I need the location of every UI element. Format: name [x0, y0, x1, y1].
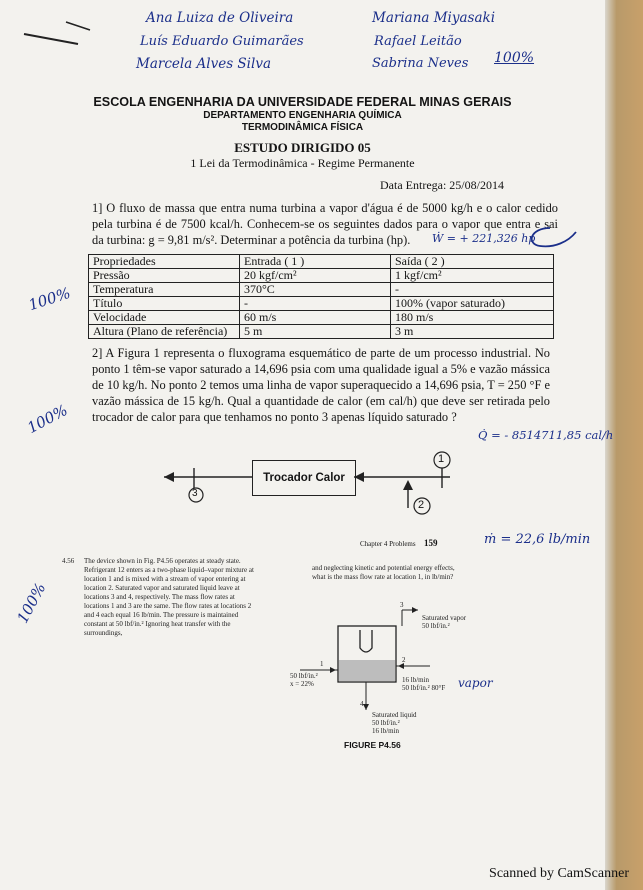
chapter-header: Chapter 4 Problems [360, 540, 416, 548]
station-2-label-1: 16 lb/min [402, 676, 430, 684]
station-1-label-2: x = 22% [290, 680, 314, 688]
question-2-grade: 100% [24, 400, 71, 438]
table-header-row [89, 255, 554, 269]
table-cell: - [240, 297, 391, 311]
school-name: ESCOLA ENGENHARIA DA UNIVERSIDADE FEDERAL MINAS GERAIS [93, 95, 512, 109]
question-1-answer: Ẇ = + 221,326 hp [432, 232, 536, 245]
student-name-3: Marcela Alves Silva [136, 56, 271, 72]
table-cell: Pressão [89, 269, 240, 283]
page-title: ESTUDO DIRIGIDO 05 [234, 140, 371, 155]
station-1-label-1: 50 lbf/in.² [290, 672, 318, 680]
table-cell: 1 kgf/cm² [391, 269, 554, 283]
question-3-answer: ṁ = 22,6 lb/min [484, 532, 591, 547]
station-4-number: 4 [360, 700, 364, 708]
margin-marks [20, 14, 100, 54]
question-1-text: 1] O fluxo de massa que entra numa turbina a vapor d'água é de 5000 kg/h e o calor cedido pela turbina é de 7500 kcal/h. Conhecem-se os seguintes dados para o vapor que entra e sai da turbina: g = 9,81 m/s². Determinar a potência da turbina (hp). [92, 201, 558, 247]
student-name-6: Sabrina Neves [372, 56, 469, 71]
table-header: Propriedades [89, 255, 240, 269]
station-4-label-1: Saturated liquid [372, 711, 417, 719]
problem-text-right: and neglecting kinetic and potential energy effects, what is the mass flow rate at location 1, in lb/min? [312, 564, 455, 581]
question-1-grade: 100% [26, 283, 73, 315]
grade-total: 100% [494, 50, 535, 66]
table-cell: 180 m/s [391, 311, 554, 325]
table-row [89, 311, 554, 325]
point-1-label: 1 [438, 453, 445, 465]
station-3-label-1: Saturated vapor [422, 614, 467, 622]
table-cell: 100% (vapor saturado) [391, 297, 554, 311]
table-header: Saída ( 2 ) [391, 255, 554, 269]
student-name-5: Rafael Leitão [374, 34, 462, 49]
due-date: Data Entrega: 25/08/2014 [380, 178, 504, 192]
page-subtitle: 1 Lei da Termodinâmica - Regime Permanente [190, 156, 415, 170]
table-cell: Velocidade [89, 311, 240, 325]
station-3-number: 3 [400, 601, 404, 609]
table-cell: Temperatura [89, 283, 240, 297]
heat-exchanger-box: Trocador Calor [252, 460, 356, 496]
station-1-number: 1 [320, 660, 324, 668]
student-name-2: Luís Eduardo Guimarães [140, 34, 304, 49]
scanner-watermark: Scanned by CamScanner [489, 866, 629, 881]
course-name: TERMODINÂMICA FÍSICA [241, 122, 364, 133]
table-cell: - [391, 283, 554, 297]
student-name-1: Ana Luiza de Oliveira [146, 10, 294, 26]
answer-circle-mark [520, 222, 580, 252]
table-row [89, 283, 554, 297]
page-number: 159 [424, 538, 438, 548]
point-2-label: 2 [418, 499, 425, 511]
properties-table [88, 254, 554, 339]
vapor-handwritten-note: vapor [458, 676, 493, 690]
table-cell: 5 m [240, 325, 391, 339]
station-4-label-3: 16 lb/min [372, 727, 400, 735]
table-cell: Altura (Plano de referência) [89, 325, 240, 339]
page-edge [605, 0, 643, 890]
table-cell: 20 kgf/cm² [240, 269, 391, 283]
table-row [89, 297, 554, 311]
table-header: Entrada ( 1 ) [240, 255, 391, 269]
table-cell: 370°C [240, 283, 391, 297]
table-cell: 60 m/s [240, 311, 391, 325]
problem-number: 4.56 [62, 557, 75, 565]
table-cell: 3 m [391, 325, 554, 339]
problem-text-left: The device shown in Fig. P4.56 operates at steady state. Refrigerant 12 enters as a two-phase liquid–vapor mixture at location 1 and is mixed with a stream of vapor entering at location 2. Saturated vapor and saturated liquid leave at locations 3 and 4, respectively. The mass flow rates at locations 1 and 3 are the same. The flow rates at locations 2 and 4 each equal 16 lb/min. The pressure is maintained constant at 50 lbf/in.² Ignoring heat transfer with the surroundings, [84, 557, 254, 637]
station-2-number: 2 [402, 656, 406, 664]
station-4-label-2: 50 lbf/in.² [372, 719, 400, 727]
question-3-grade: 100% [13, 579, 50, 627]
table-cell: Título [89, 297, 240, 311]
station-3-label-2: 50 lbf/in.² [422, 622, 450, 630]
student-name-4: Mariana Miyasaki [372, 10, 496, 26]
table-row [89, 269, 554, 283]
table-row [89, 325, 554, 339]
question-2-answer: Q̇ = - 8514711,85 cal/h [478, 428, 614, 442]
point-3-label: 3 [192, 488, 198, 499]
figure-caption: FIGURE P4.56 [344, 740, 401, 750]
station-2-label-2: 50 lbf/in.² 80°F [402, 684, 446, 692]
question-2-text: 2] A Figura 1 representa o fluxograma esquemático de parte de um processo industrial. No ponto 1 têm-se vapor saturado a 14,696 psia com uma qualidade igual a 5% e vazão mássica de 10 kg/h. No ponto 2 temos uma linha de vapor superaquecido a 14,696 psia, T = 250 °F e vazão mássica de 15 kg/h. Qual a quantidade de calor (em cal/h) que deve ser retirada pelo trocador de calor para que tenhamos no ponto 3 apenas líquido saturado ? [92, 346, 550, 424]
department-name: DEPARTAMENTO ENGENHARIA QUÍMICA [203, 110, 402, 121]
